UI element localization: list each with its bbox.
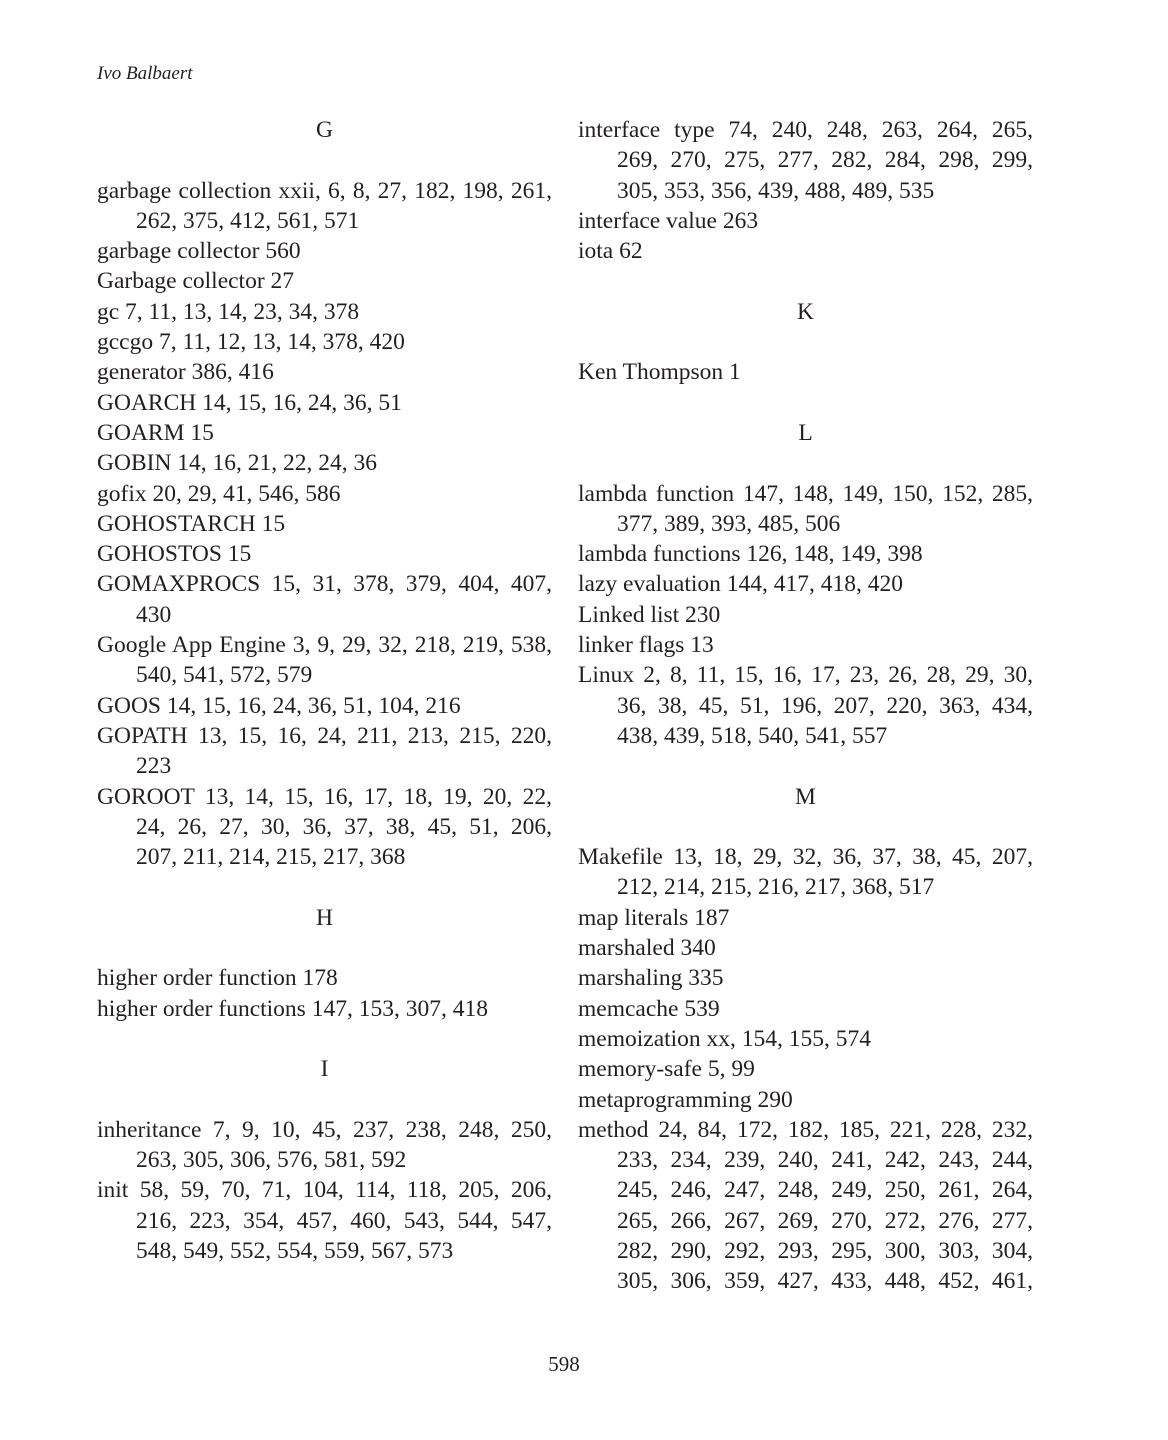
index-entry — [578, 842, 1033, 903]
index-entry-line: Ken Thompson 1 — [578, 359, 741, 386]
index-entry — [97, 963, 552, 993]
index-entry — [97, 509, 552, 539]
index-entry — [578, 660, 1033, 751]
index-entry-line: GOBIN 14, 16, 21, 22, 24, 36 — [97, 450, 378, 477]
index-entry-line: generator 386, 416 — [97, 359, 274, 386]
index-entry — [97, 1175, 552, 1266]
index-entry-line: gccgo 7, 11, 12, 13, 14, 378, 420 — [97, 329, 405, 356]
index-entry — [578, 539, 1033, 569]
index-entry-line: metaprogramming 290 — [578, 1086, 793, 1113]
index-entry-line: GOARM 15 — [97, 419, 214, 446]
index-entry-line: GOROOT 13, 14, 15, 16, 17, 18, 19, 20, 22, — [97, 783, 552, 810]
index-entry — [97, 266, 552, 296]
index-entry-continuation: 438, 439, 518, 540, 541, 557 — [617, 722, 888, 749]
index-entry — [578, 630, 1033, 660]
index-entry-continuation: 269, 270, 275, 277, 282, 284, 298, 299, — [617, 147, 1033, 174]
index-entry — [97, 236, 552, 266]
section-letter-heading: L — [798, 419, 813, 446]
index-entry-line: interface type 74, 240, 248, 263, 264, 265, — [578, 117, 1033, 143]
index-entry-line: GOARCH 14, 15, 16, 24, 36, 51 — [97, 389, 402, 416]
index-entry — [578, 1115, 1033, 1297]
index-entry-line: memory-safe 5, 99 — [578, 1056, 755, 1083]
index-entry-continuation: 430 — [136, 601, 172, 628]
index-entry-line: Makefile 13, 18, 29, 32, 36, 37, 38, 45, 207, — [578, 844, 1033, 871]
index-entry — [97, 176, 552, 237]
index-entry-continuation: 305, 353, 356, 439, 488, 489, 535 — [617, 177, 935, 204]
index-entry — [97, 782, 552, 873]
index-entry-continuation: 263, 305, 306, 576, 581, 592 — [136, 1147, 407, 1174]
index-entry-line: map literals 187 — [578, 904, 730, 931]
index-entry — [97, 630, 552, 691]
index-entry-continuation: 212, 214, 215, 216, 217, 368, 517 — [617, 874, 935, 901]
index-entry — [97, 388, 552, 418]
index-entry — [578, 994, 1033, 1024]
index-entry-line: Linux 2, 8, 11, 15, 16, 17, 23, 26, 28, 29, 30, — [578, 662, 1033, 689]
index-entry-line: lambda function 147, 148, 149, 150, 152, 285, — [578, 480, 1033, 507]
index-entry-continuation: 245, 246, 247, 248, 249, 250, 261, 264, — [617, 1177, 1033, 1204]
section-letter-heading: G — [316, 117, 333, 143]
index-entry — [97, 994, 552, 1024]
index-entry-line: interface value 263 — [578, 207, 759, 234]
index-entry-line: gc 7, 11, 13, 14, 23, 34, 378 — [97, 298, 360, 325]
section-letter-heading: M — [795, 783, 816, 810]
index-entry-line: GOOS 14, 15, 16, 24, 36, 51, 104, 216 — [97, 692, 461, 719]
index-entry-continuation: 216, 223, 354, 457, 460, 543, 544, 547, — [136, 1207, 552, 1234]
index-entry-continuation: 36, 38, 45, 51, 196, 207, 220, 363, 434, — [617, 692, 1033, 719]
index-column-left — [97, 115, 552, 1266]
index-entry — [97, 539, 552, 569]
section-letter-heading: I — [320, 1056, 329, 1083]
index-entry — [578, 236, 1033, 266]
index-entry-line: garbage collector 560 — [97, 238, 301, 265]
index-entry-line: memcache 539 — [578, 995, 720, 1022]
index-entry — [578, 1085, 1033, 1115]
index-entry-line: marshaling 335 — [578, 965, 724, 992]
index-entry — [97, 691, 552, 721]
index-entry-continuation: 262, 375, 412, 561, 571 — [136, 207, 360, 234]
index-entry — [578, 963, 1033, 993]
index-entry-continuation: 548, 549, 552, 554, 559, 567, 573 — [136, 1237, 454, 1264]
index-entry-line: higher order function 178 — [97, 965, 338, 992]
index-entry-line: init 58, 59, 70, 71, 104, 114, 118, 205, 206, — [97, 1177, 552, 1204]
index-entry-line: method 24, 84, 172, 182, 185, 221, 228, 232, — [578, 1116, 1033, 1143]
index-entry — [578, 903, 1033, 933]
index-entry-line: gofix 20, 29, 41, 546, 586 — [97, 480, 341, 507]
index-entry — [97, 327, 552, 357]
index-entry — [97, 569, 552, 630]
index-entry-line: garbage collection xxii, 6, 8, 27, 182, 198, 261, — [97, 177, 552, 204]
index-entry-line: lazy evaluation 144, 417, 418, 420 — [578, 571, 904, 598]
index-entry — [578, 115, 1033, 206]
index-entry-line: Google App Engine 3, 9, 29, 32, 218, 219, 538, — [97, 632, 552, 659]
index-entry — [578, 1024, 1033, 1054]
index-entry-line: GOMAXPROCS 15, 31, 378, 379, 404, 407, — [97, 571, 552, 598]
index-entry-line: Linked list 230 — [578, 601, 721, 628]
index-entry-line: lambda functions 126, 148, 149, 398 — [578, 541, 923, 568]
index-entry — [578, 600, 1033, 630]
index-entry-continuation: 223 — [136, 753, 172, 780]
index-entry-line: linker flags 13 — [578, 632, 714, 659]
index-entry-line: Garbage collector 27 — [97, 268, 295, 295]
index-entry-line: GOPATH 13, 15, 16, 24, 211, 213, 215, 220, — [97, 722, 552, 749]
index-entry-continuation: 540, 541, 572, 579 — [136, 662, 313, 689]
index-entry-continuation: 207, 211, 214, 215, 217, 368 — [136, 844, 406, 871]
index-entry — [97, 1115, 552, 1176]
index-entry — [97, 479, 552, 509]
index-entry-line: GOHOSTARCH 15 — [97, 510, 286, 537]
index-entry — [97, 721, 552, 782]
index-entry-continuation: 233, 234, 239, 240, 241, 242, 243, 244, — [617, 1147, 1033, 1174]
index-entry — [97, 297, 552, 327]
index-entry-continuation: 265, 266, 267, 269, 270, 272, 276, 277, — [617, 1207, 1033, 1234]
index-entry-continuation: 282, 290, 292, 293, 295, 300, 303, 304, — [617, 1237, 1033, 1264]
page-number: 598 — [548, 1352, 580, 1376]
index-entry-line: iota 62 — [578, 238, 643, 265]
index-entry-continuation: 24, 26, 27, 30, 36, 37, 38, 45, 51, 206, — [136, 813, 552, 840]
index-entry — [97, 418, 552, 448]
index-entry — [97, 357, 552, 387]
index-entry-line: memoization xx, 154, 155, 574 — [578, 1025, 872, 1052]
index-entry-continuation: 305, 306, 359, 427, 433, 448, 452, 461, — [617, 1268, 1033, 1295]
index-entry-continuation: 377, 389, 393, 485, 506 — [617, 510, 841, 537]
index-entry — [578, 357, 1033, 387]
index-entry — [578, 1054, 1033, 1084]
section-letter-heading: H — [316, 904, 333, 931]
index-entry-line: marshaled 340 — [578, 935, 716, 962]
index-entry-line: inheritance 7, 9, 10, 45, 237, 238, 248, 250, — [97, 1116, 552, 1143]
index-entry — [578, 569, 1033, 599]
section-letter-heading: K — [797, 298, 814, 325]
index-column-right — [578, 115, 1033, 1297]
index-entry-line: GOHOSTOS 15 — [97, 541, 252, 568]
index-entry — [578, 479, 1033, 540]
index-entry — [578, 933, 1033, 963]
running-head: Ivo Balbaert — [97, 63, 193, 84]
index-entry — [578, 206, 1033, 236]
index-entry — [97, 448, 552, 478]
index-entry-line: higher order functions 147, 153, 307, 418 — [97, 995, 488, 1022]
